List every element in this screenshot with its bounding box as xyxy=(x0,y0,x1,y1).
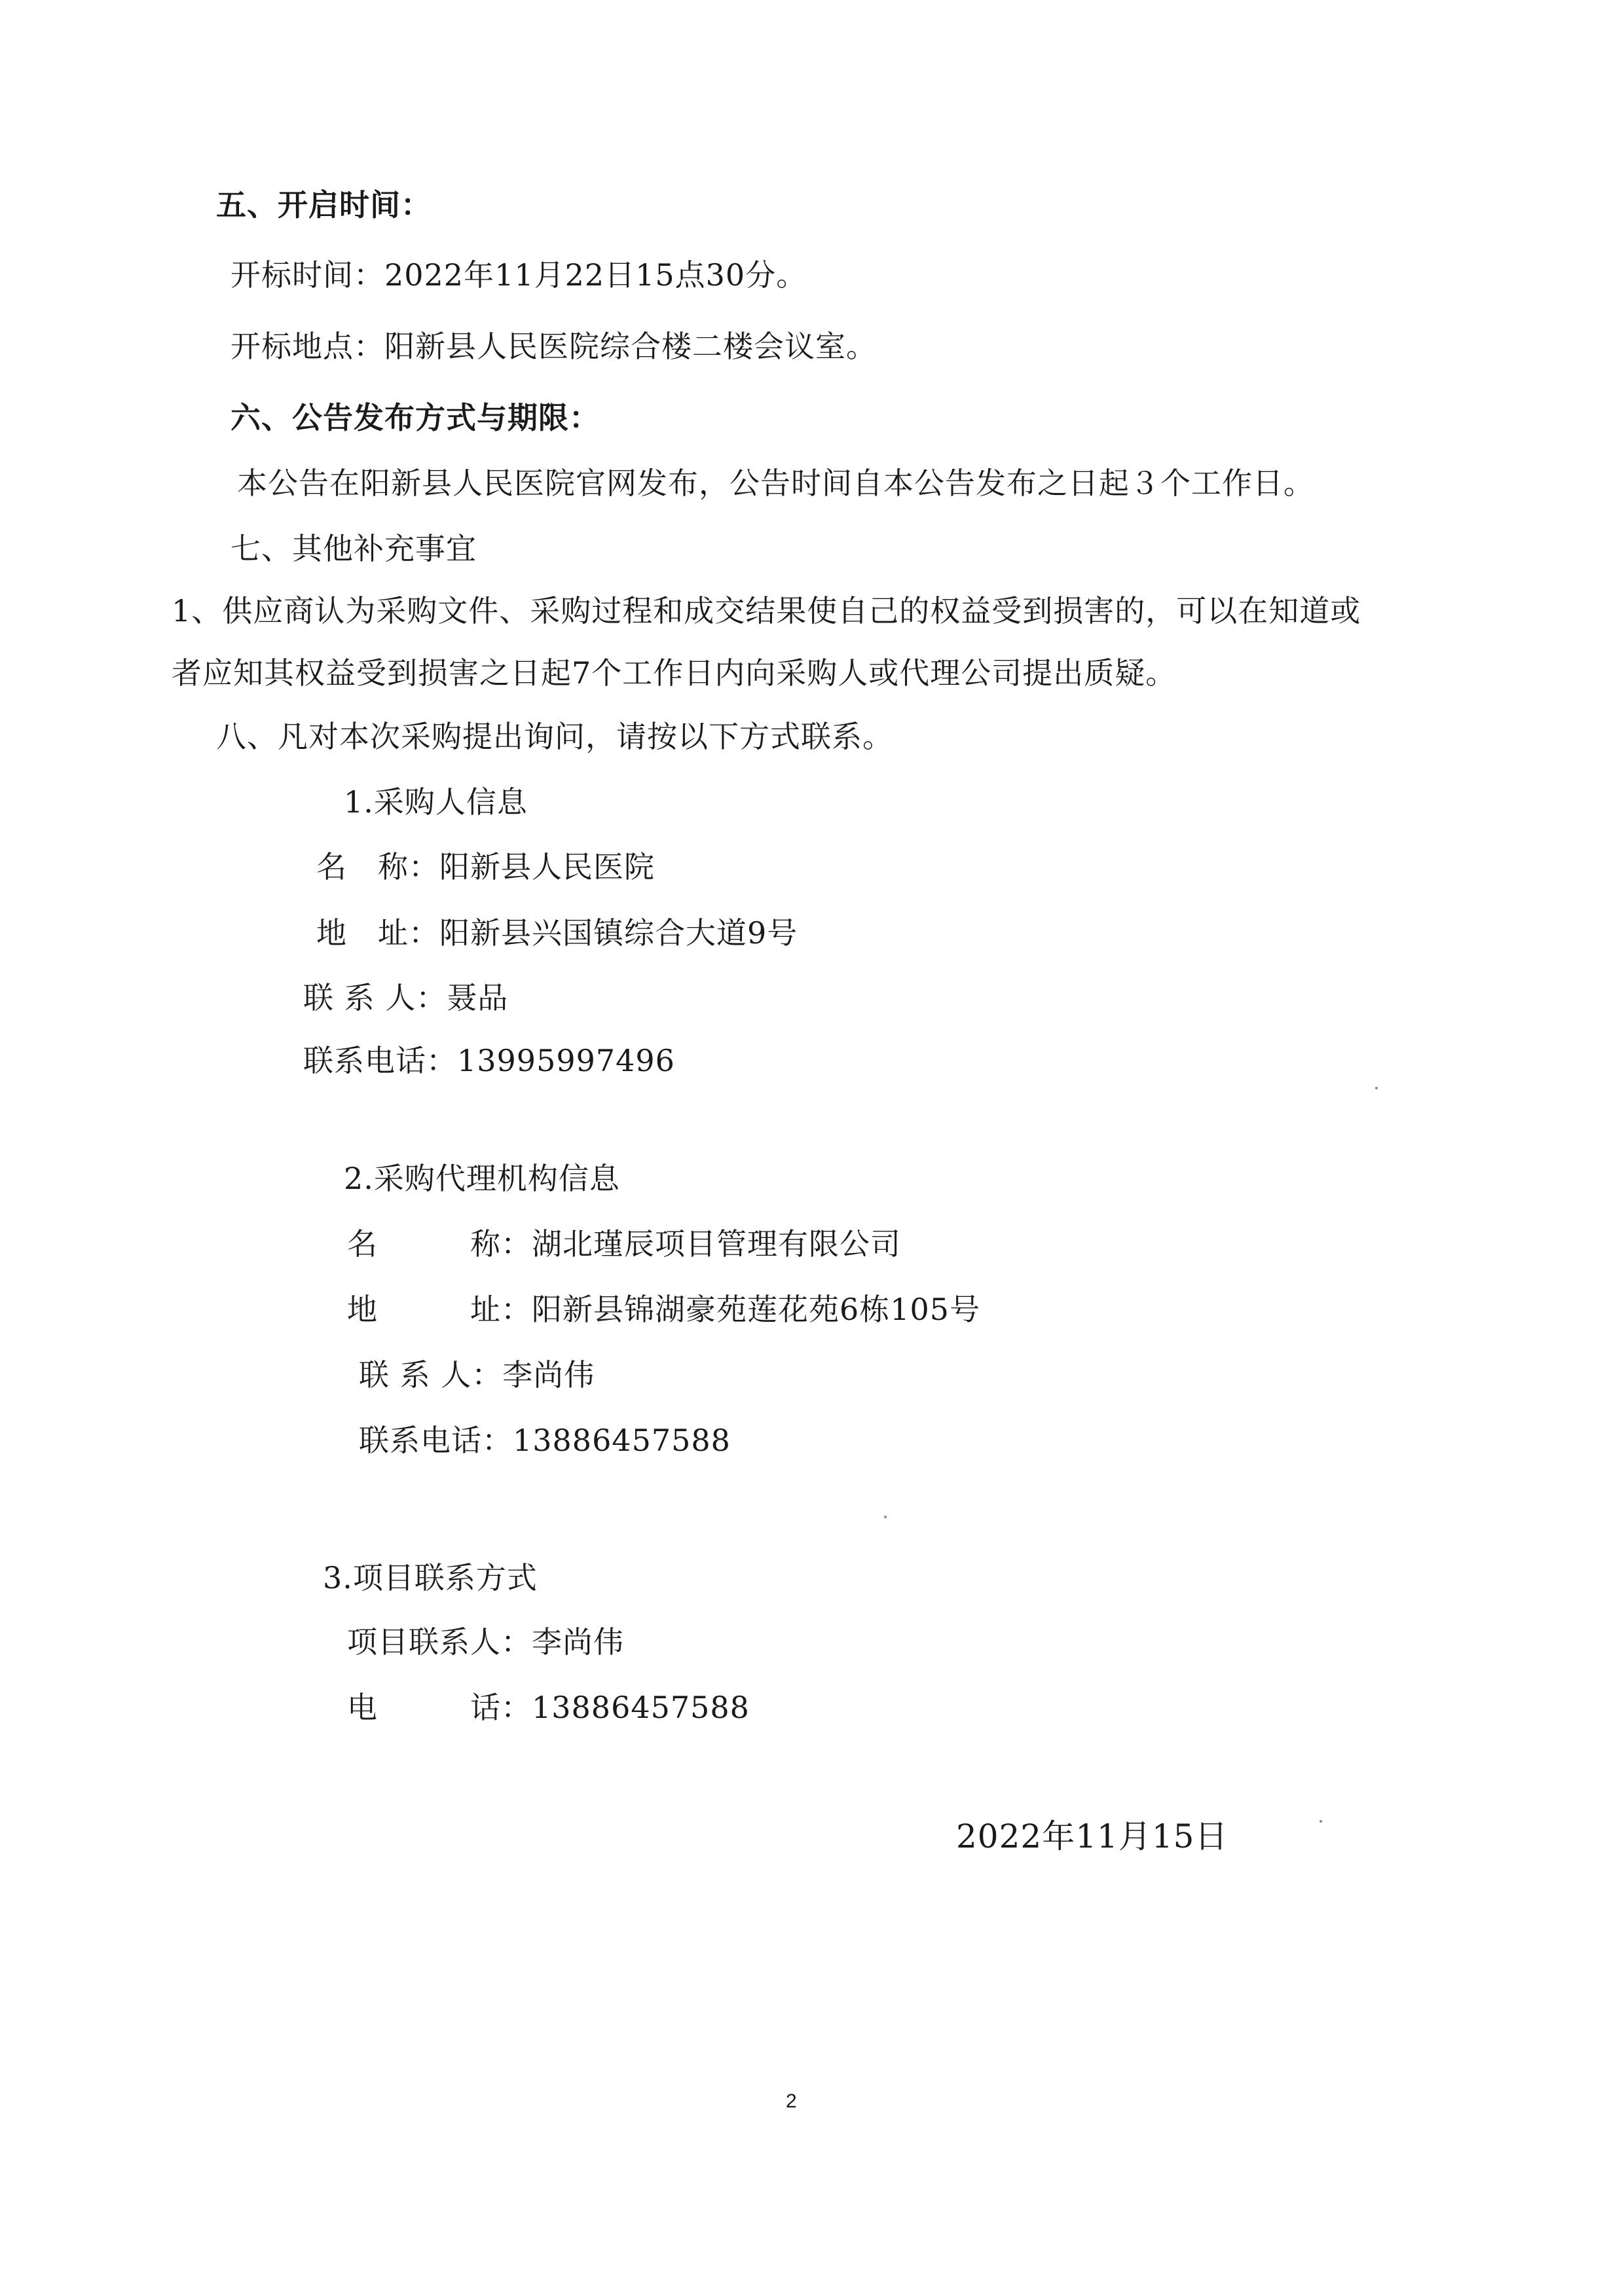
scan-speck xyxy=(884,1516,887,1518)
section-8-heading: 八、凡对本次采购提出询问，请按以下方式联系。 xyxy=(216,719,893,754)
page-number: 2 xyxy=(786,2090,798,2112)
scan-speck xyxy=(1320,1820,1322,1823)
agency-info-title: 2.采购代理机构信息 xyxy=(344,1161,620,1196)
project-contact-phone: 电 话：13886457588 xyxy=(347,1690,750,1725)
section-7-item-1-line-2: 者应知其权益受到损害之日起7个工作日内向采购人或代理公司提出质疑。 xyxy=(172,655,1177,691)
agency-name: 名 称：湖北瑾辰项目管理有限公司 xyxy=(347,1226,901,1262)
section-7-item-1-line-1: 1、供应商认为采购文件、采购过程和成交结果使自己的权益受到损害的，可以在知道或 xyxy=(172,593,1361,629)
project-contact-person: 项目联系人：李尚伟 xyxy=(347,1624,624,1660)
section-6-heading: 六、公告发布方式与期限： xyxy=(231,400,600,435)
purchaser-address: 地 址：阳新县兴国镇综合大道9号 xyxy=(316,915,798,951)
agency-contact: 联 系 人：李尚伟 xyxy=(359,1357,595,1393)
purchaser-name: 名 称：阳新县人民医院 xyxy=(316,849,655,884)
purchaser-contact: 联 系 人：聂品 xyxy=(303,980,509,1015)
scan-speck xyxy=(1375,1087,1378,1089)
project-contact-title: 3.项目联系方式 xyxy=(323,1560,538,1595)
purchaser-info-title: 1.采购人信息 xyxy=(344,784,528,820)
announcement-period-text: 本公告在阳新县人民医院官网发布，公告时间自本公告发布之日起３个工作日。 xyxy=(237,465,1314,501)
agency-address: 地 址：阳新县锦湖豪苑莲花苑6栋105号 xyxy=(347,1292,981,1327)
section-7-heading: 七、其他补充事宜 xyxy=(231,531,477,566)
agency-phone: 联系电话：13886457588 xyxy=(359,1423,731,1458)
bid-opening-time: 开标时间：2022年11月22日15点30分。 xyxy=(231,257,807,293)
signature-date: 2022年11月15日 xyxy=(956,1817,1228,1855)
section-5-heading: 五、开启时间： xyxy=(216,187,432,223)
purchaser-phone: 联系电话：13995997496 xyxy=(303,1043,675,1078)
bid-opening-place: 开标地点：阳新县人民医院综合楼二楼会议室。 xyxy=(231,329,877,364)
